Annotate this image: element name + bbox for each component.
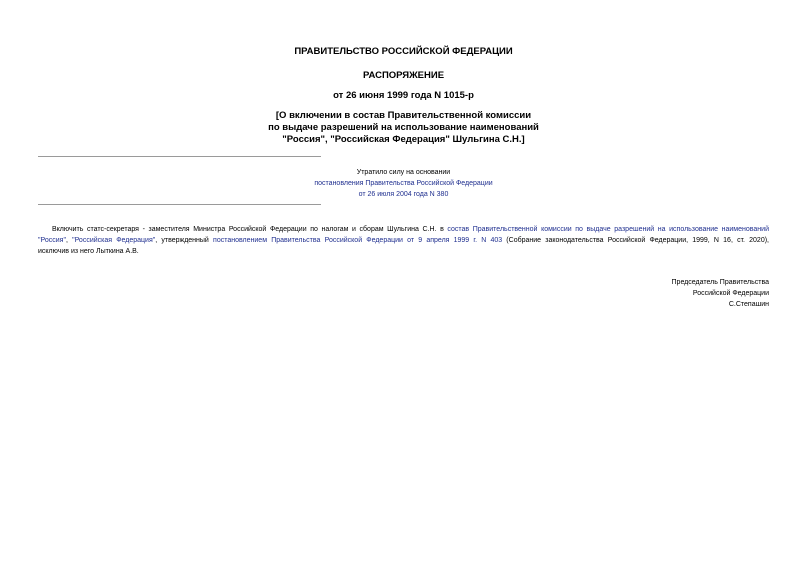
body-text-fragment: ,: [65, 237, 73, 244]
signature-position: Председатель Правительства: [671, 279, 769, 286]
repeal-note: Утратило силу на основании: [356, 169, 451, 176]
body-line: исключив из него Лыткина А.В.: [38, 248, 139, 255]
repeal-link-date[interactable]: от 26 июля 2004 года N 380: [358, 191, 449, 198]
document-type-heading: РАСПОРЯЖЕНИЕ: [362, 70, 445, 81]
title-line: "Россия", "Российская Федерация" Шульгина С.Н.]: [282, 134, 525, 145]
title-line: по выдаче разрешений на использование наименований: [268, 122, 539, 133]
date-number-heading: от 26 июня 1999 года N 1015-р: [333, 90, 474, 101]
document-title: [0, 110, 807, 146]
issuer-heading: ПРАВИТЕЛЬСТВО РОССИЙСКОЙ ФЕДЕРАЦИИ: [294, 46, 513, 57]
order-text: [38, 224, 769, 257]
divider-bottom: [38, 204, 321, 205]
russia-link[interactable]: "Россия": [38, 237, 66, 244]
signature-org: Российской Федерации: [692, 290, 769, 297]
title-line: [О включении в состав Правительственной комиссии: [275, 110, 532, 121]
divider-top: [38, 156, 321, 157]
repeal-link-decree[interactable]: постановления Правительства Российской Федерации: [314, 180, 493, 187]
russian-federation-link[interactable]: "Российская Федерация": [72, 237, 156, 244]
body-text-fragment: Включить статс-секретаря - заместителя Министра Российской Федерации по налогам и сборам Шульгина С.Н. в: [52, 226, 448, 233]
body-line: [38, 224, 769, 235]
signature-name: С.Степашин: [728, 301, 769, 308]
body-line: [38, 235, 769, 246]
commission-link[interactable]: состав Правительственной комиссии по выдаче разрешений на использование наименований: [447, 226, 769, 233]
body-text-fragment: (Собрание законодательства Российской Федерации, 1999, N 16, ст. 2020),: [502, 237, 769, 244]
decree-403-link[interactable]: постановлением Правительства Российской Федерации от 9 апреля 1999 г. N 403: [213, 237, 503, 244]
body-text-fragment: , утвержденный: [155, 237, 214, 244]
